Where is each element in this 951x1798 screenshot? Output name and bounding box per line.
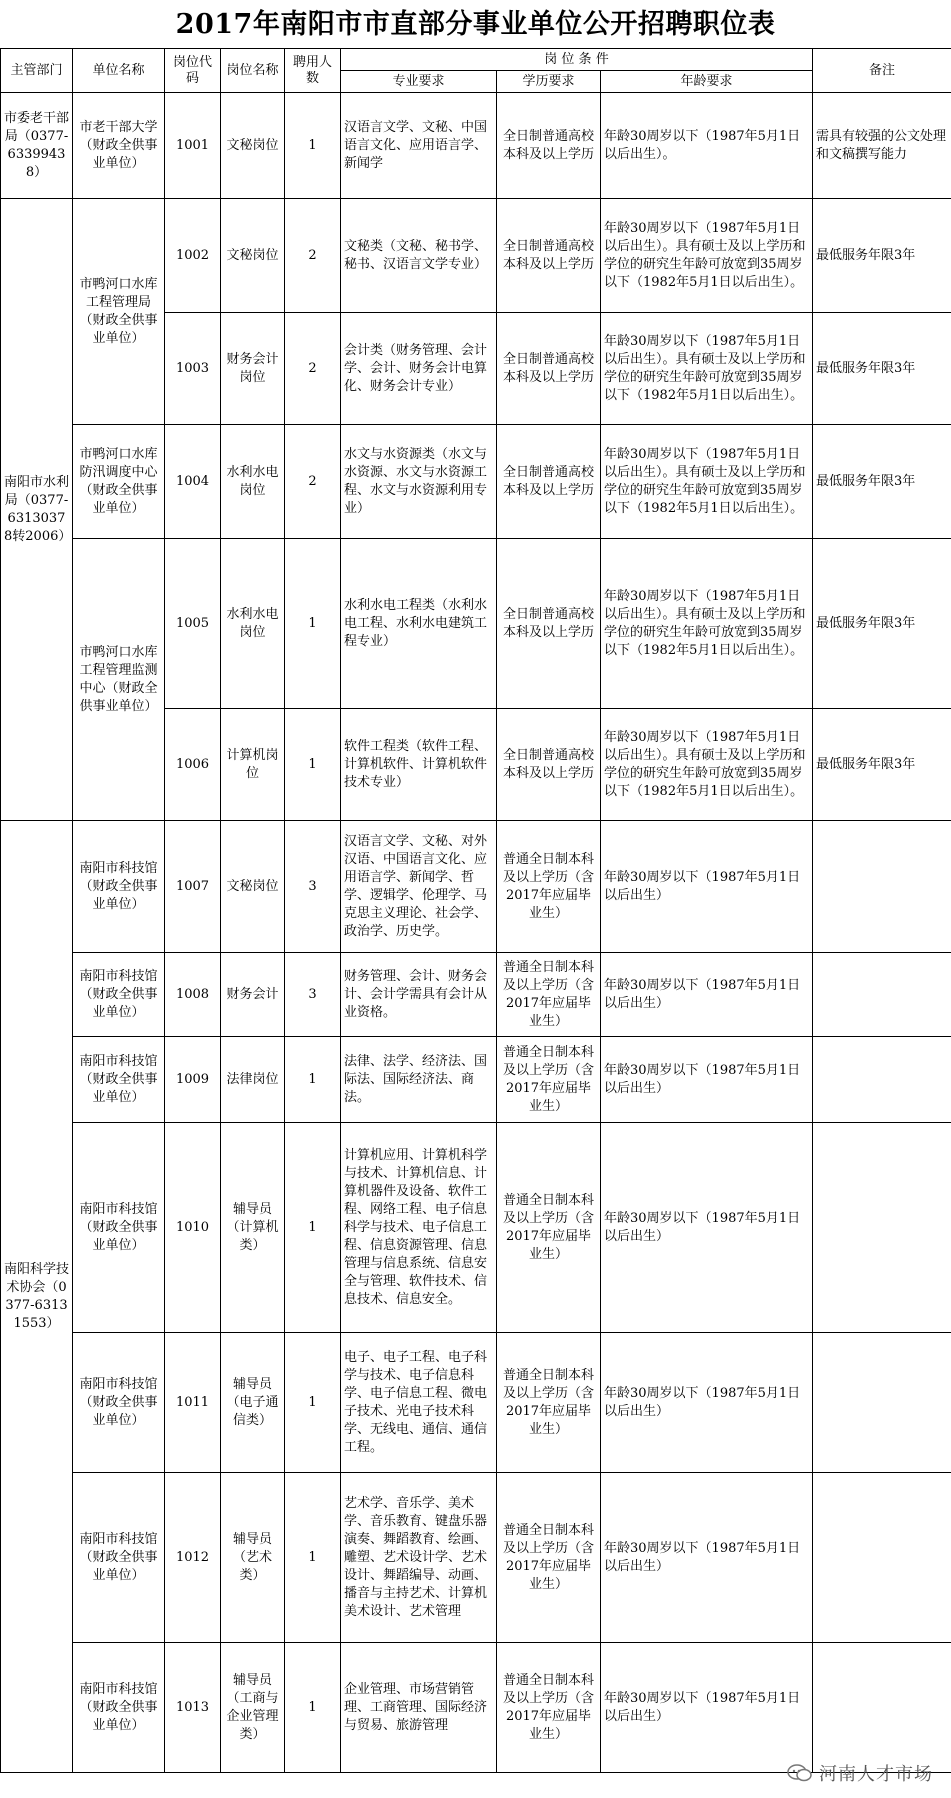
dept-cell: 南阳科学技术协会（0377-63131553）: [1, 821, 73, 1773]
note-cell: 最低服务年限3年: [813, 425, 951, 539]
unit-cell: 南阳市科技馆（财政全供事业单位）: [73, 1037, 165, 1123]
age-cell: 年龄30周岁以下（1987年5月1日以后出生）。具有硕士及以上学历和学位的研究生年龄可放宽到35周岁以下（1982年5月1日以后出生）。: [601, 313, 813, 425]
major-cell: 水文与水资源类（水文与水资源、水文与水资源工程、水文与水资源利用专业）: [341, 425, 497, 539]
header-unit: 单位名称: [73, 49, 165, 93]
code-cell: 1007: [165, 821, 221, 953]
watermark: [787, 1760, 933, 1786]
edu-cell: 普通全日制本科及以上学历（含2017年应届毕业生）: [497, 1123, 601, 1333]
post-cell: 文秘岗位: [221, 199, 285, 313]
edu-cell: 普通全日制本科及以上学历（含2017年应届毕业生）: [497, 953, 601, 1037]
unit-cell: 南阳市科技馆（财政全供事业单位）: [73, 1473, 165, 1643]
code-cell: 1012: [165, 1473, 221, 1643]
unit-cell: 南阳市科技馆（财政全供事业单位）: [73, 953, 165, 1037]
watermark-text: 河南人才市场: [819, 1764, 933, 1785]
major-cell: 财务管理、会计、财务会计、会计学需具有会计从业资格。: [341, 953, 497, 1037]
table-row: [1, 93, 951, 199]
count-cell: 1: [285, 1643, 341, 1773]
note-cell: 最低服务年限3年: [813, 539, 951, 709]
unit-cell: 市老干部大学（财政全供事业单位）: [73, 93, 165, 199]
post-cell: 计算机岗位: [221, 709, 285, 821]
major-cell: 汉语言文学、文秘、对外汉语、中国语言文化、应用语言学、新闻学、哲学、逻辑学、伦理学、马克思主义理论、社会学、政治学、历史学。: [341, 821, 497, 953]
age-cell: 年龄30周岁以下（1987年5月1日以后出生）。: [601, 93, 813, 199]
unit-cell: 南阳市科技馆（财政全供事业单位）: [73, 1123, 165, 1333]
edu-cell: 全日制普通高校本科及以上学历: [497, 93, 601, 199]
edu-cell: 全日制普通高校本科及以上学历: [497, 709, 601, 821]
age-cell: 年龄30周岁以下（1987年5月1日以后出生）: [601, 953, 813, 1037]
major-cell: 会计类（财务管理、会计学、会计、财务会计电算化、财务会计专业）: [341, 313, 497, 425]
table-row: [1, 539, 951, 709]
note-cell: [813, 1123, 951, 1333]
major-cell: 计算机应用、计算机科学与技术、计算机信息、计算机器件及设备、软件工程、网络工程、电子信息科学与技术、电子信息工程、信息资源管理、信息管理与信息系统、信息安全与管理、软件技术、信息技术、信息安全。: [341, 1123, 497, 1333]
note-cell: 最低服务年限3年: [813, 199, 951, 313]
dept-cell: 南阳市水利局（0377-63130378转2006）: [1, 199, 73, 821]
post-cell: 辅导员（艺术类）: [221, 1473, 285, 1643]
edu-cell: 普通全日制本科及以上学历（含2017年应届毕业生）: [497, 1333, 601, 1473]
table-row: [1, 425, 951, 539]
age-cell: 年龄30周岁以下（1987年5月1日以后出生）: [601, 821, 813, 953]
header-post: 岗位名称: [221, 49, 285, 93]
code-cell: 1006: [165, 709, 221, 821]
major-cell: 水利水电工程类（水利水电工程、水利水电建筑工程专业）: [341, 539, 497, 709]
major-cell: 软件工程类（软件工程、计算机软件、计算机软件技术专业）: [341, 709, 497, 821]
code-cell: 1004: [165, 425, 221, 539]
unit-cell: 南阳市科技馆（财政全供事业单位）: [73, 1333, 165, 1473]
table-row: [1, 1333, 951, 1473]
age-cell: 年龄30周岁以下（1987年5月1日以后出生）。具有硕士及以上学历和学位的研究生年龄可放宽到35周岁以下（1982年5月1日以后出生）。: [601, 709, 813, 821]
table-row: [1, 1123, 951, 1333]
header-dept: 主管部门: [1, 49, 73, 93]
table-row: [1, 821, 951, 953]
code-cell: 1010: [165, 1123, 221, 1333]
post-cell: 水利水电岗位: [221, 539, 285, 709]
note-cell: [813, 821, 951, 953]
code-cell: 1011: [165, 1333, 221, 1473]
header-code: 岗位代码: [165, 49, 221, 93]
age-cell: 年龄30周岁以下（1987年5月1日以后出生）。具有硕士及以上学历和学位的研究生年龄可放宽到35周岁以下（1982年5月1日以后出生）。: [601, 425, 813, 539]
note-cell: [813, 1037, 951, 1123]
note-cell: 最低服务年限3年: [813, 313, 951, 425]
post-cell: 水利水电岗位: [221, 425, 285, 539]
age-cell: 年龄30周岁以下（1987年5月1日以后出生）: [601, 1333, 813, 1473]
post-cell: 文秘岗位: [221, 93, 285, 199]
count-cell: 2: [285, 313, 341, 425]
age-cell: 年龄30周岁以下（1987年5月1日以后出生）: [601, 1037, 813, 1123]
note-cell: 最低服务年限3年: [813, 709, 951, 821]
header-edu: 学历要求: [497, 71, 601, 93]
dept-cell: 市委老干部局（0377-63399438）: [1, 93, 73, 199]
count-cell: 1: [285, 709, 341, 821]
unit-cell: 南阳市科技馆（财政全供事业单位）: [73, 1643, 165, 1773]
count-cell: 3: [285, 821, 341, 953]
table-row: [1, 199, 951, 313]
code-cell: 1013: [165, 1643, 221, 1773]
post-cell: 财务会计岗位: [221, 313, 285, 425]
post-cell: 法律岗位: [221, 1037, 285, 1123]
chat-bubble-icon: [787, 1763, 813, 1783]
major-cell: 企业管理、市场营销管理、工商管理、国际经济与贸易、旅游管理: [341, 1643, 497, 1773]
major-cell: 汉语言文学、文秘、中国语言文化、应用语言学、新闻学: [341, 93, 497, 199]
count-cell: 1: [285, 1037, 341, 1123]
header-conditions: 岗 位 条 件: [341, 49, 813, 71]
edu-cell: 普通全日制本科及以上学历（含2017年应届毕业生）: [497, 1037, 601, 1123]
major-cell: 文秘类（文秘、秘书学、秘书、汉语言文学专业）: [341, 199, 497, 313]
age-cell: 年龄30周岁以下（1987年5月1日以后出生）。具有硕士及以上学历和学位的研究生年龄可放宽到35周岁以下（1982年5月1日以后出生）。: [601, 199, 813, 313]
edu-cell: 普通全日制本科及以上学历（含2017年应届毕业生）: [497, 821, 601, 953]
count-cell: 2: [285, 199, 341, 313]
count-cell: 2: [285, 425, 341, 539]
table-row: [1, 953, 951, 1037]
unit-cell: 市鸭河口水库防汛调度中心（财政全供事业单位）: [73, 425, 165, 539]
age-cell: 年龄30周岁以下（1987年5月1日以后出生）: [601, 1643, 813, 1773]
edu-cell: 普通全日制本科及以上学历（含2017年应届毕业生）: [497, 1643, 601, 1773]
edu-cell: 全日制普通高校本科及以上学历: [497, 199, 601, 313]
code-cell: 1003: [165, 313, 221, 425]
edu-cell: 全日制普通高校本科及以上学历: [497, 425, 601, 539]
age-cell: 年龄30周岁以下（1987年5月1日以后出生）。具有硕士及以上学历和学位的研究生年龄可放宽到35周岁以下（1982年5月1日以后出生）。: [601, 539, 813, 709]
table-row: [1, 1473, 951, 1643]
note-cell: [813, 1333, 951, 1473]
note-cell: [813, 1473, 951, 1643]
code-cell: 1002: [165, 199, 221, 313]
note-cell: [813, 1643, 951, 1773]
note-cell: [813, 953, 951, 1037]
count-cell: 1: [285, 539, 341, 709]
age-cell: 年龄30周岁以下（1987年5月1日以后出生）: [601, 1473, 813, 1643]
code-cell: 1001: [165, 93, 221, 199]
page-title: 2017年南阳市市直部分事业单位公开招聘职位表: [175, 9, 776, 40]
post-cell: 财务会计: [221, 953, 285, 1037]
major-cell: 艺术学、音乐学、美术学、音乐教育、键盘乐器演奏、舞蹈教育、绘画、雕塑、艺术设计学、艺术设计、舞蹈编导、动画、播音与主持艺术、计算机美术设计、艺术管理: [341, 1473, 497, 1643]
age-cell: 年龄30周岁以下（1987年5月1日以后出生）: [601, 1123, 813, 1333]
major-cell: 法律、法学、经济法、国际法、国际经济法、商法。: [341, 1037, 497, 1123]
count-cell: 1: [285, 1473, 341, 1643]
unit-cell: 市鸭河口水库工程管理监测中心（财政全供事业单位）: [73, 539, 165, 821]
code-cell: 1005: [165, 539, 221, 709]
header-count: 聘用人数: [285, 49, 341, 93]
code-cell: 1009: [165, 1037, 221, 1123]
table-row: [1, 1643, 951, 1773]
edu-cell: 普通全日制本科及以上学历（含2017年应届毕业生）: [497, 1473, 601, 1643]
count-cell: 3: [285, 953, 341, 1037]
edu-cell: 全日制普通高校本科及以上学历: [497, 539, 601, 709]
post-cell: 辅导员（工商与企业管理类）: [221, 1643, 285, 1773]
table-row: [1, 1037, 951, 1123]
code-cell: 1008: [165, 953, 221, 1037]
header-age: 年龄要求: [601, 71, 813, 93]
header-note: 备注: [813, 49, 951, 93]
count-cell: 1: [285, 1333, 341, 1473]
unit-cell: 市鸭河口水库工程管理局（财政全供事业单位）: [73, 199, 165, 425]
post-cell: 文秘岗位: [221, 821, 285, 953]
post-cell: 辅导员（电子通信类）: [221, 1333, 285, 1473]
count-cell: 1: [285, 1123, 341, 1333]
recruitment-table: [0, 48, 951, 1773]
edu-cell: 全日制普通高校本科及以上学历: [497, 313, 601, 425]
post-cell: 辅导员（计算机类）: [221, 1123, 285, 1333]
count-cell: 1: [285, 93, 341, 199]
note-cell: 需具有较强的公文处理和文稿撰写能力: [813, 93, 951, 199]
major-cell: 电子、电子工程、电子科学与技术、电子信息科学、电子信息工程、微电子技术、光电子技术科学、无线电、通信、通信工程。: [341, 1333, 497, 1473]
unit-cell: 南阳市科技馆（财政全供事业单位）: [73, 821, 165, 953]
header-major: 专业要求: [341, 71, 497, 93]
